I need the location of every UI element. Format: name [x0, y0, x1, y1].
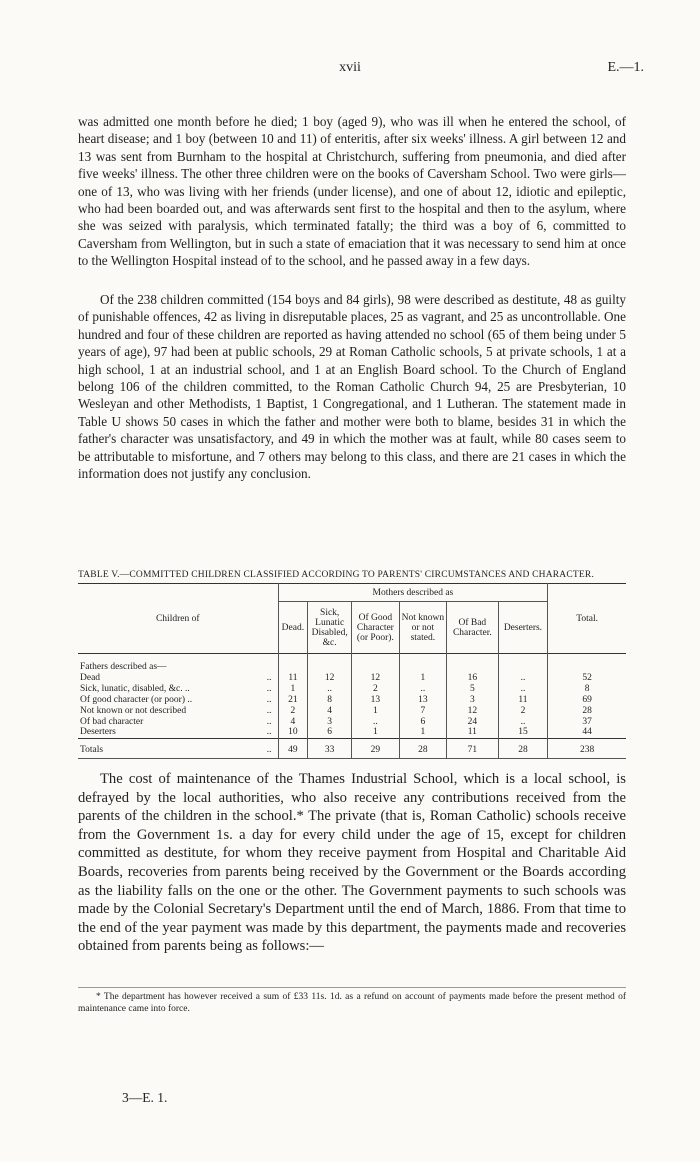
totals-label: Totals — [80, 744, 104, 755]
row-total: 69 — [582, 694, 592, 705]
paragraph-1 — [78, 113, 626, 270]
table-row — [78, 727, 626, 738]
grand-total: 238 — [580, 744, 595, 755]
table-cell: .. — [498, 683, 548, 694]
row-label: Dead — [80, 672, 101, 683]
paragraph-2 — [78, 291, 626, 482]
row-leader-dots: .. — [252, 694, 278, 705]
table-cell: 5 — [447, 683, 499, 694]
row-total: 44 — [582, 727, 592, 738]
footnote-text: * The department has however received a sum of £33 11s. 1d. as a refund on account of payments made before the present method of maintenance came into force. — [78, 992, 626, 1014]
document-reference: E.—1. — [607, 60, 644, 75]
table-cell: 11 — [498, 694, 548, 705]
committed-children-table — [78, 583, 626, 759]
paragraph-1-text: was admitted one month before he died; 1 boy (aged 9), who was ill when he entered the school, of heart disease; and 1 boy (between 10 and 11) of enteritis, after six weeks' illness. A girl between 12 and 13 was sent from Burnham to the hospital at Christchurch, suffering from pneumonia, and died after five weeks' illness. The other three children were on the books of Caversham School. Two were girls—one of 13, who was living with her friends (under license), and one of about 12, idiotic and epileptic, who had been boarded out, and was afterwards sent first to the hospital and then to the asylum, where she was seized with paralysis, which terminated fatally; the third was a boy of 6, committed to Caversham from Wellington, but in such a state of emaciation that it was necessary to send him at once to the Wellington Hospital instead of to the school, and he passed away in a few days. — [78, 114, 626, 269]
column-header: Deserters. — [498, 602, 548, 654]
table-row — [78, 683, 626, 694]
table-cell: 6 — [399, 716, 446, 727]
paragraph-3-text: The cost of maintenance of the Thames Industrial School, which is a local school, is defrayed by the local authorities, who also receive any contributions received from the parents of the children in the school.* The private (that is, Roman Catholic) schools receive from the Government 1s. a day for every child under the age of 15, except for children committed as destitute, for whom they receive payment from Hospital and Charitable Aid Boards, recoveries from parents being received by the Government or the Boards according as the liability falls on the one or the other. The Government payments to such schools was made by the Colonial Secretary's Department until the end of March, 1886. From that time to the end of the year payment was made by this department, the payments made and recoveries obtained from parents being as follows:— — [78, 771, 626, 955]
row-leader-dots: .. — [252, 705, 278, 716]
table-cell: .. — [498, 716, 548, 727]
page-number: xvii — [339, 60, 361, 75]
table-row — [78, 672, 626, 683]
column-header: Dead. — [278, 602, 308, 654]
table-cell: 2 — [278, 705, 308, 716]
row-leader-dots: .. — [252, 672, 278, 683]
table-row — [78, 716, 626, 727]
totals-cell: 33 — [308, 742, 352, 758]
table-caption-text: —COMMITTED CHILDREN CLASSIFIED ACCORDING TO PARENTS' CIRCUMSTANCES AND CHARACTER. — [119, 570, 595, 580]
row-label: Not known or not described — [80, 705, 187, 716]
table-cell: 10 — [278, 727, 308, 738]
table-cell: .. — [352, 716, 400, 727]
table-cell: 12 — [352, 672, 400, 683]
page-signature: 3—E. 1. — [122, 1090, 168, 1105]
table-cell: 4 — [308, 705, 352, 716]
table-cell: .. — [308, 683, 352, 694]
column-header: Of Good Character (or Poor). — [352, 602, 400, 654]
table-cell: 13 — [399, 694, 446, 705]
row-total: 8 — [584, 683, 590, 694]
table-cell: 21 — [278, 694, 308, 705]
table-cell: 1 — [399, 672, 446, 683]
row-leader-dots: .. — [252, 716, 278, 727]
table-cell: 6 — [308, 727, 352, 738]
table-cell: 12 — [447, 705, 499, 716]
table-cell: 8 — [308, 694, 352, 705]
paragraph-2-text: Of the 238 children committed (154 boys and 84 girls), 98 were described as destitute, 48 as guilty of punishable offences, 42 as living in disreputable places, 25 as vagrant, and 25 as uncontrollable. One hundred and four of these children are reported as having attended no school (65 of them being under 5 years of age), 97 had been at public schools, 29 at Roman Catholic schools, 5 at private schools, 1 at a high school, 1 at an industrial school, and 1 at an English Board school. To the Church of England belong 106 of the children committed, to the Roman Catholic Church 94, 25 are Presbyterian, 10 Wesleyan and other Methodists, 1 Baptist, 1 Congregational, and 1 Lutheran. The statement made in Table U shows 50 cases in which the father and mother were both to blame, besides 31 in which the father's character was unsatisfactory, and 49 in which the mother was at fault, while 80 cases seem to be attributable to misfortune, and 7 others may belong to this class, and there are 21 cases in which the information does not justify any conclusion. — [78, 292, 626, 482]
footnote — [78, 991, 626, 1015]
table-cell: .. — [498, 672, 548, 683]
table-cell: 13 — [352, 694, 400, 705]
totals-cell: 71 — [447, 742, 499, 758]
total-header: Total. — [576, 613, 599, 624]
table-cell: 15 — [498, 727, 548, 738]
table-cell: 3 — [308, 716, 352, 727]
table-caption-number: TABLE V. — [78, 570, 120, 580]
footnote-rule — [78, 987, 626, 988]
table-row — [78, 705, 626, 716]
table-cell: 1 — [352, 705, 400, 716]
table-cell: 2 — [498, 705, 548, 716]
table-cell: .. — [399, 683, 446, 694]
row-total: 52 — [582, 672, 592, 683]
table-cell: 11 — [278, 672, 308, 683]
row-leader-dots: .. — [252, 727, 278, 738]
table-row — [78, 694, 626, 705]
table-cell: 2 — [352, 683, 400, 694]
table-cell: 1 — [278, 683, 308, 694]
row-label: Deserters — [80, 727, 116, 738]
row-header: Children of — [78, 584, 278, 654]
table-cell: 7 — [399, 705, 446, 716]
table-cell: 16 — [447, 672, 499, 683]
table-cell: 12 — [308, 672, 352, 683]
totals-cell: 28 — [399, 742, 446, 758]
table-cell: 1 — [352, 727, 400, 738]
table-cell: 3 — [447, 694, 499, 705]
column-header: Sick, Lunatic Disabled, &c. — [308, 602, 352, 654]
table-cell: 4 — [278, 716, 308, 727]
row-label: Of bad character — [80, 716, 144, 727]
totals-row — [78, 742, 626, 758]
table-body — [78, 672, 626, 738]
group-header: Mothers described as — [278, 584, 548, 602]
row-label: Sick, lunatic, disabled, &c. .. — [80, 683, 190, 694]
totals-leader-dots: .. — [252, 742, 278, 758]
row-label: Of good character (or poor) .. — [80, 694, 193, 705]
section-label: Fathers described as— — [78, 654, 278, 673]
column-header: Of Bad Character. — [447, 602, 499, 654]
totals-cell: 28 — [498, 742, 548, 758]
row-total: 28 — [582, 705, 592, 716]
table-cell: 11 — [447, 727, 499, 738]
totals-cell: 49 — [278, 742, 308, 758]
table-cell: 1 — [399, 727, 446, 738]
table-caption — [78, 570, 626, 580]
paragraph-3 — [78, 770, 626, 956]
row-leader-dots: .. — [252, 683, 278, 694]
row-total: 37 — [582, 716, 592, 727]
totals-cell: 29 — [352, 742, 400, 758]
table-cell: 24 — [447, 716, 499, 727]
column-header: Not known or not stated. — [399, 602, 446, 654]
